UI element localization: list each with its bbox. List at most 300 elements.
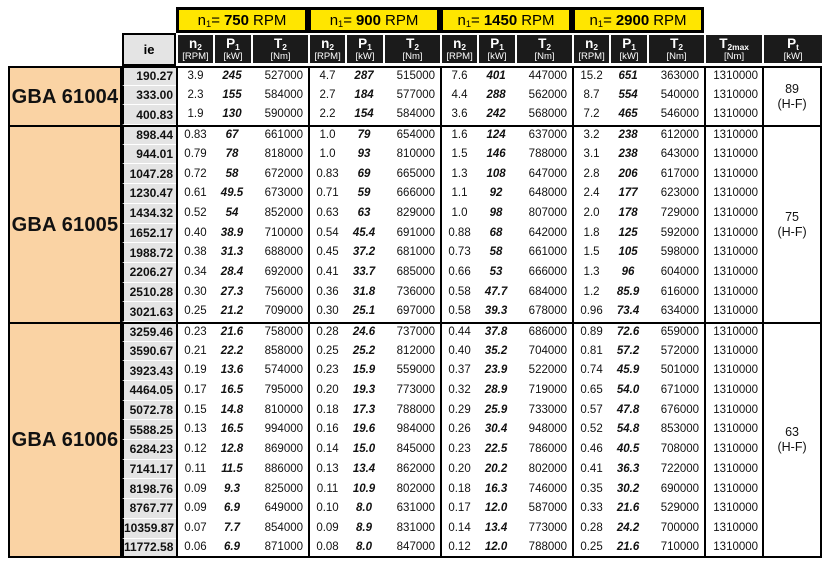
t2-value: 529000 xyxy=(660,502,700,515)
t2max-value: 1310000 xyxy=(704,224,762,244)
n2-value: 0.63 xyxy=(308,204,345,224)
n2-value: 0.11 xyxy=(308,479,345,499)
n2-value: 0.34 xyxy=(176,263,213,283)
p1-value: 93 xyxy=(357,147,371,160)
p1-value: 27.3 xyxy=(220,285,244,298)
ie-value: 5588.25 xyxy=(122,420,176,440)
n2-value: 0.35 xyxy=(572,479,609,499)
t2-unit-label: [Nm] xyxy=(534,51,555,62)
t2-value: 598000 xyxy=(660,246,700,259)
t2-value: 710000 xyxy=(647,539,704,559)
t2max-value: 1310000 xyxy=(704,184,762,204)
n2-value: 0.09 xyxy=(176,479,213,499)
group-label: GBA 61005 xyxy=(8,125,122,322)
symbol-letter: P xyxy=(490,36,500,51)
t2-value: 688000 xyxy=(264,246,304,259)
n2-value: 0.58 xyxy=(440,283,477,303)
pt-symbol: $P_t$ xyxy=(787,36,799,53)
t2-column-header xyxy=(647,33,704,66)
p1-value: 8.9 xyxy=(356,521,373,534)
rpm-unit-label: RPM xyxy=(385,11,419,29)
n2-column-header xyxy=(308,33,345,66)
n2-value: 4.7 xyxy=(308,66,345,86)
t2-value: 869000 xyxy=(264,443,304,456)
t2-value: 810000 xyxy=(396,147,436,160)
t2max-value: 1310000 xyxy=(704,440,762,460)
t2-value: 812000 xyxy=(396,344,436,357)
table-row xyxy=(8,322,822,342)
n2-value: 1.1 xyxy=(440,184,477,204)
t2max-unit-label: [Nm] xyxy=(724,51,745,62)
p1-value: 23.9 xyxy=(484,364,508,377)
symbol-letter: T xyxy=(274,36,283,51)
t2-value: 691000 xyxy=(396,226,436,239)
t2-value: 685000 xyxy=(396,265,436,278)
t2-value: 515000 xyxy=(383,66,440,86)
symbol-letter: n xyxy=(321,36,330,51)
n2-value: 2.7 xyxy=(308,86,345,106)
t2-value: 666000 xyxy=(528,265,568,278)
p1-value: 39.3 xyxy=(484,305,508,318)
t2-value: 984000 xyxy=(396,423,436,436)
n2-value: 0.06 xyxy=(176,539,213,559)
t2-value: 729000 xyxy=(660,206,700,219)
p1-value: 19.3 xyxy=(352,384,376,397)
table-row xyxy=(8,224,822,244)
ie-value: 400.83 xyxy=(122,105,176,125)
n2-value: 3.2 xyxy=(572,125,609,145)
table-row xyxy=(8,499,822,519)
t2-value: 807000 xyxy=(528,206,568,219)
p1-value: 108 xyxy=(486,167,506,180)
p1-value: 8.0 xyxy=(345,539,383,559)
t2max-value: 1310000 xyxy=(704,519,762,539)
n2-value: 0.96 xyxy=(572,302,609,322)
p1-value: 37.8 xyxy=(477,322,515,342)
rpm-value: 2900 xyxy=(615,11,650,29)
t2-symbol xyxy=(253,35,308,51)
p1-value: 6.9 xyxy=(224,502,240,515)
t2-value: 574000 xyxy=(264,364,304,377)
table-row xyxy=(8,164,822,184)
ie-value: 3923.43 xyxy=(122,361,176,381)
p1-value: 33.7 xyxy=(352,265,376,278)
p1-value: 206 xyxy=(618,167,638,180)
p1-value: 79 xyxy=(345,125,383,145)
p1-value: 7.7 xyxy=(224,521,240,534)
p1-symbol xyxy=(611,35,647,51)
p1-value: 47.8 xyxy=(616,403,640,416)
p1-value: 288 xyxy=(486,88,506,101)
n2-value: 0.23 xyxy=(308,361,345,381)
pt-note: (H-F) xyxy=(777,440,807,455)
n2-value: 0.12 xyxy=(176,440,213,460)
n1-subscript: 1 xyxy=(597,18,604,29)
t2max-value: 1310000 xyxy=(704,342,762,362)
ie-value: 4464.05 xyxy=(122,381,176,401)
p1-value: 36.3 xyxy=(616,462,640,475)
pt-kw-value: 89 xyxy=(785,81,800,96)
n2-symbol xyxy=(178,35,213,51)
ie-value: 10359.87 xyxy=(122,519,176,539)
n1-symbol: n xyxy=(329,11,339,29)
n2-value: 1.0 xyxy=(440,204,477,224)
t2-value: 810000 xyxy=(264,403,304,416)
symbol-subscript: 1 xyxy=(499,42,504,53)
p1-value: 40.5 xyxy=(616,443,640,456)
rpm-banner-2900 xyxy=(572,7,704,33)
n2-value: 0.18 xyxy=(440,479,477,499)
n2-value: 0.44 xyxy=(440,322,477,342)
t2-value: 631000 xyxy=(396,502,436,515)
t2max-value: 1310000 xyxy=(704,243,762,263)
n2-value: 3.1 xyxy=(572,145,609,165)
p1-value: 25.9 xyxy=(484,403,508,416)
t2-value: 847000 xyxy=(383,539,440,559)
table-row xyxy=(8,105,822,125)
t2-value: 540000 xyxy=(660,88,700,101)
p1-value: 124 xyxy=(477,125,515,145)
n2-value: 0.23 xyxy=(440,440,477,460)
symbol-letter: P xyxy=(358,36,368,51)
p1-value: 238 xyxy=(609,125,647,145)
rpm-unit-label: RPM xyxy=(521,11,555,29)
n2-value: 8.7 xyxy=(572,86,609,106)
p1-value: 242 xyxy=(486,108,506,121)
t2-value: 681000 xyxy=(396,246,436,259)
n2-value: 0.25 xyxy=(572,539,609,559)
p1-value: 154 xyxy=(354,108,374,121)
n2-value: 0.79 xyxy=(176,145,213,165)
symbol-subscript: 2 xyxy=(593,42,598,53)
symbol-subscript: 1 xyxy=(631,42,636,53)
t2-value: 686000 xyxy=(515,322,572,342)
n2-value: 2.2 xyxy=(308,105,345,125)
table-row xyxy=(8,361,822,381)
rpm-banner-900 xyxy=(308,7,440,33)
n2-value: 0.30 xyxy=(176,283,213,303)
t2-value: 773000 xyxy=(528,521,568,534)
t2max-value: 1310000 xyxy=(704,302,762,322)
t2-value: 788000 xyxy=(396,403,436,416)
n2-column-header xyxy=(572,33,609,66)
t2-value: 568000 xyxy=(528,108,568,121)
p1-value: 130 xyxy=(222,108,242,121)
p1-value: 177 xyxy=(618,187,638,200)
ie-value: 7141.17 xyxy=(122,460,176,480)
n2-value: 0.21 xyxy=(176,342,213,362)
rpm-value: 750 xyxy=(223,11,249,29)
symbol-subscript: 2 xyxy=(414,42,419,53)
n2-value: 0.57 xyxy=(572,401,609,421)
table-row xyxy=(8,381,822,401)
t2-value: 501000 xyxy=(660,364,700,377)
p1-value: 54.0 xyxy=(616,384,640,397)
t2-value: 756000 xyxy=(264,285,304,298)
table-row xyxy=(8,184,822,204)
p1-value: 22.2 xyxy=(220,344,244,357)
t2max-column-header xyxy=(704,33,762,66)
p1-column-header xyxy=(477,33,515,66)
ie-value: 8767.77 xyxy=(122,499,176,519)
t2-value: 788000 xyxy=(528,147,568,160)
t2-value: 659000 xyxy=(647,322,704,342)
p1-value: 35.2 xyxy=(484,344,508,357)
n1-subscript: 1 xyxy=(338,18,344,29)
t2-value: 649000 xyxy=(264,502,304,515)
p1-value: 37.2 xyxy=(352,246,376,259)
banner-right-blank xyxy=(704,7,822,33)
table-row xyxy=(8,302,822,322)
ie-value: 898.44 xyxy=(122,125,176,145)
n2-value: 0.52 xyxy=(572,420,609,440)
n2-value: 0.32 xyxy=(440,381,477,401)
t2-value: 709000 xyxy=(264,305,304,318)
p1-value: 24.2 xyxy=(616,521,640,534)
p1-value: 155 xyxy=(222,88,242,101)
t2max-value: 1310000 xyxy=(704,361,762,381)
p1-value: 72.6 xyxy=(609,322,647,342)
n2-value: 0.25 xyxy=(176,302,213,322)
p1-value: 21.2 xyxy=(220,305,244,318)
t2max-value: 1310000 xyxy=(704,479,762,499)
p1-value: 59 xyxy=(357,187,371,200)
t2-value: 746000 xyxy=(528,482,568,495)
n2-value: 0.37 xyxy=(440,361,477,381)
t2-value: 661000 xyxy=(251,125,308,145)
n2-value: 0.11 xyxy=(176,460,213,480)
t2-unit-label: [Nm] xyxy=(270,51,291,62)
p1-value: 45.4 xyxy=(352,226,376,239)
ie-value: 1652.17 xyxy=(122,224,176,244)
n2-value: 1.5 xyxy=(572,243,609,263)
p1-value: 14.8 xyxy=(220,403,244,416)
t2max-value: 1310000 xyxy=(704,539,762,559)
p1-value: 245 xyxy=(213,66,251,86)
ie-value: 2206.27 xyxy=(122,263,176,283)
symbol-subscript: 2 xyxy=(546,42,551,53)
t2-value: 654000 xyxy=(383,125,440,145)
n2-value: 0.74 xyxy=(572,361,609,381)
t2-value: 758000 xyxy=(251,322,308,342)
p1-value: 178 xyxy=(618,206,638,219)
t2-value: 643000 xyxy=(660,147,700,160)
t2-unit-label: [Nm] xyxy=(402,51,423,62)
t2max-value: 1310000 xyxy=(704,283,762,303)
p1-value: 63 xyxy=(357,206,371,219)
n2-value: 0.83 xyxy=(308,164,345,184)
ie-value: 1434.32 xyxy=(122,204,176,224)
n2-value: 0.08 xyxy=(308,539,345,559)
table-row xyxy=(8,125,822,145)
ie-value: 3021.63 xyxy=(122,302,176,322)
n2-value: 1.9 xyxy=(176,105,213,125)
n2-column-header xyxy=(440,33,477,66)
t2-value: 671000 xyxy=(660,384,700,397)
t2-value: 690000 xyxy=(660,482,700,495)
t2-value: 795000 xyxy=(264,384,304,397)
rpm-unit-label: RPM xyxy=(653,11,687,29)
p1-value: 401 xyxy=(477,66,515,86)
t2-value: 447000 xyxy=(515,66,572,86)
pt-note: (H-F) xyxy=(777,96,807,111)
p1-value: 13.4 xyxy=(352,462,376,475)
t2-value: 719000 xyxy=(528,384,568,397)
p1-value: 12.8 xyxy=(220,443,244,456)
t2-value: 733000 xyxy=(528,403,568,416)
rpm-unit-label: RPM xyxy=(252,11,287,29)
t2-value: 584000 xyxy=(396,108,436,121)
p1-value: 78 xyxy=(225,147,239,160)
t2-value: 786000 xyxy=(528,443,568,456)
n2-unit-label: [RPM] xyxy=(446,51,473,62)
ie-value: 5072.78 xyxy=(122,401,176,421)
p1-value: 21.6 xyxy=(609,539,647,559)
gear-ratings-table xyxy=(8,7,822,558)
n2-value: 2.3 xyxy=(176,86,213,106)
table-row xyxy=(8,519,822,539)
p1-value: 16.5 xyxy=(220,423,244,436)
t2-value: 648000 xyxy=(528,187,568,200)
t2-symbol xyxy=(649,35,704,51)
p1-value: 651 xyxy=(609,66,647,86)
n2-value: 0.17 xyxy=(176,381,213,401)
n2-value: 3.6 xyxy=(440,105,477,125)
t2-value: 854000 xyxy=(264,521,304,534)
n2-value: 0.09 xyxy=(308,519,345,539)
p1-symbol xyxy=(215,35,251,51)
n2-value: 0.28 xyxy=(308,322,345,342)
p1-value: 11.5 xyxy=(221,462,243,475)
t2-column-header xyxy=(515,33,572,66)
p1-value: 15.0 xyxy=(352,443,376,456)
p1-value: 58 xyxy=(225,167,239,180)
t2-value: 562000 xyxy=(528,88,568,101)
t2-value: 684000 xyxy=(528,285,568,298)
t2-value: 666000 xyxy=(396,187,436,200)
pt-unit-label: [kW] xyxy=(783,51,803,62)
n2-value: 3.9 xyxy=(176,66,213,86)
ie-value: 333.00 xyxy=(122,86,176,106)
n2-value: 0.30 xyxy=(308,302,345,322)
n2-value: 0.17 xyxy=(440,499,477,519)
t2max-value: 1310000 xyxy=(704,499,762,519)
t2-value: 673000 xyxy=(264,187,304,200)
p1-unit-label: [kW] xyxy=(223,51,243,62)
t2max-value: 1310000 xyxy=(704,381,762,401)
t2max-value: 1310000 xyxy=(704,164,762,184)
n2-value: 2.0 xyxy=(572,204,609,224)
table-row xyxy=(8,66,822,86)
p1-value: 13.4 xyxy=(484,521,508,534)
pt-kw-value: 75 xyxy=(785,209,800,224)
symbol-subscript: 2 xyxy=(329,42,334,53)
pt-cell xyxy=(762,66,822,125)
n2-value: 2.4 xyxy=(572,184,609,204)
group-column-blank xyxy=(8,33,122,66)
p1-value: 24.6 xyxy=(345,322,383,342)
n2-value: 0.46 xyxy=(572,440,609,460)
n2-value: 0.41 xyxy=(308,263,345,283)
n2-value: 0.26 xyxy=(440,420,477,440)
ie-value: 2510.28 xyxy=(122,283,176,303)
t2-value: 773000 xyxy=(396,384,436,397)
n2-value: 0.40 xyxy=(176,224,213,244)
t2-value: 584000 xyxy=(264,88,304,101)
p1-value: 96 xyxy=(621,265,635,278)
n2-value: 0.15 xyxy=(176,401,213,421)
p1-value: 73.4 xyxy=(616,305,640,318)
t2-value: 708000 xyxy=(660,443,700,456)
n2-symbol xyxy=(310,35,345,51)
n2-unit-label: [RPM] xyxy=(182,51,209,62)
n2-value: 1.8 xyxy=(572,224,609,244)
p1-value: 21.6 xyxy=(213,322,251,342)
p1-value: 31.3 xyxy=(220,246,244,259)
t2-value: 661000 xyxy=(528,246,568,259)
group-label: GBA 61006 xyxy=(8,322,122,558)
pt-cell xyxy=(762,322,822,558)
t2-value: 572000 xyxy=(660,344,700,357)
p1-value: 17.3 xyxy=(352,403,376,416)
column-header-row xyxy=(8,33,822,66)
p1-value: 16.3 xyxy=(484,482,508,495)
ie-value: 944.01 xyxy=(122,145,176,165)
ie-value: 1988.72 xyxy=(122,243,176,263)
p1-value: 54.8 xyxy=(616,423,640,436)
p1-symbol xyxy=(347,35,383,51)
ie-column-header: ie xyxy=(122,33,176,66)
n2-value: 7.2 xyxy=(572,105,609,125)
t2-value: 700000 xyxy=(660,521,700,534)
n1-subscript: 1 xyxy=(206,18,212,29)
t2-value: 704000 xyxy=(528,344,568,357)
ratings-table-body xyxy=(8,66,822,558)
n2-value: 0.88 xyxy=(440,224,477,244)
p1-value: 57.2 xyxy=(616,344,640,357)
p1-value: 53 xyxy=(489,265,503,278)
p1-value: 25.2 xyxy=(352,344,376,357)
group-label: GBA 61004 xyxy=(8,66,122,125)
p1-column-header xyxy=(213,33,251,66)
ie-value: 3590.67 xyxy=(122,342,176,362)
n2-value: 0.66 xyxy=(440,263,477,283)
n2-unit-label: [RPM] xyxy=(578,51,605,62)
symbol-letter: P xyxy=(226,36,236,51)
t2-value: 853000 xyxy=(660,423,700,436)
n2-symbol xyxy=(574,35,609,51)
symbol-subscript: 2 xyxy=(461,42,466,53)
n2-value: 0.72 xyxy=(176,164,213,184)
table-row xyxy=(8,420,822,440)
p1-value: 184 xyxy=(354,88,374,101)
p1-value: 10.9 xyxy=(352,482,376,495)
table-row xyxy=(8,86,822,106)
p1-unit-label: [kW] xyxy=(355,51,375,62)
symbol-subscript: 2 xyxy=(197,42,202,53)
ie-value: 11772.58 xyxy=(122,539,176,559)
t2-value: 587000 xyxy=(528,502,568,515)
t2-value: 845000 xyxy=(396,443,436,456)
symbol-letter: T xyxy=(406,36,415,51)
table-row xyxy=(8,440,822,460)
p1-unit-label: [kW] xyxy=(619,51,639,62)
p1-value: 49.5 xyxy=(220,187,244,200)
t2-value: 527000 xyxy=(251,66,308,86)
p1-value: 30.2 xyxy=(616,482,640,495)
n2-value: 0.33 xyxy=(572,499,609,519)
symbol-letter: T xyxy=(670,36,679,51)
